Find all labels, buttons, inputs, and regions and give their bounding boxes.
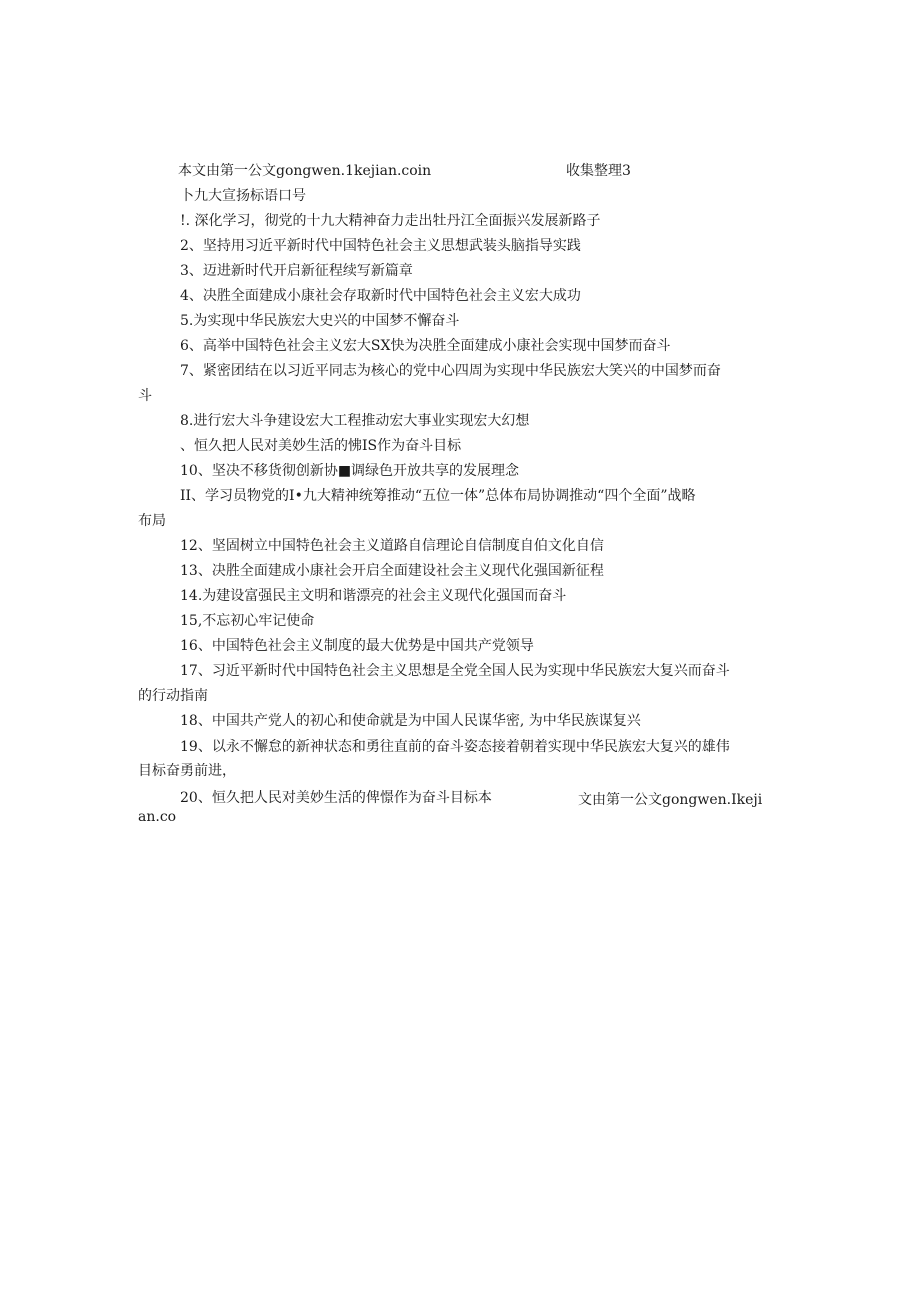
slogan-item-5: 5.为实现中华民族宏大史兴的中国梦不懈奋斗 [180, 313, 460, 329]
source-note-left: 本文由第一公文gongwen.1kejian.coin [178, 163, 432, 179]
document-title: 卜九大宣扬标语口号 [180, 188, 306, 204]
slogan-item-12: 12、坚固树立中国特色社会主义道路自信理论自信制度自伯文化自信 [180, 538, 604, 554]
slogan-item-9: 、恒久把人民对美妙生活的怫IS作为奋斗目标 [180, 438, 462, 454]
source-note-footer: 文由第一公文gongwen.Ikeji [578, 792, 763, 808]
slogan-item-20: 20、恒久把人民对美妙生活的俾憬作为奋斗目标本 [180, 790, 492, 806]
source-note-right: 收集整理3 [566, 163, 631, 179]
slogan-item-11-continued: 布局 [138, 513, 166, 529]
slogan-item-8: 8.进行宏大斗争建设宏大工程推动宏大事业实现宏大幻想 [180, 413, 530, 429]
slogan-item-18: 18、中国共产党人的初心和使命就是为中国人民谋华密, 为中华民族谋复兴 [180, 713, 641, 729]
source-note-footer-continued: an.co [138, 809, 177, 825]
slogan-item-17: 17、习近平新时代中国特色社会主义思想是全党全国人民为实现中华民族宏大复兴而奋斗 [180, 663, 730, 679]
slogan-item-17-continued: 的行动指南 [138, 688, 208, 704]
slogan-item-7: 7、紧密团结在以习近平同志为核心的党中心四周为实现中华民族宏大笑兴的中国梦而奋 [180, 363, 721, 379]
slogan-item-11: II、学习员物党的I•九大精神统筹推动“五位一体”总体布局协调推动“四个全面”战略 [180, 488, 696, 504]
slogan-item-15: 15,不忘初心牢记使命 [180, 613, 315, 629]
slogan-item-1: !. 深化学习，彻党的十九大精神奋力走出牡丹江全面振兴发展新路子 [180, 213, 601, 229]
slogan-item-13: 13、决胜全面建成小康社会开启全面建设社会主义现代化强国新征程 [180, 563, 604, 579]
slogan-item-16: 16、中国特色社会主义制度的最大优势是中国共产党领导 [180, 638, 534, 654]
slogan-item-14: 14.为建设富强民主文明和谐漂亮的社会主义现代化强国而奋斗 [180, 588, 567, 604]
slogan-item-3: 3、迈进新时代开启新征程续写新篇章 [180, 263, 413, 279]
slogan-item-2: 2、坚持用习近平新时代中国特色社会主义思想武装头脑指导实践 [180, 238, 581, 254]
slogan-item-6: 6、高举中国特色社会主义宏大SX快为决胜全面建成小康社会实现中国梦而奋斗 [180, 338, 671, 354]
slogan-item-19-continued: 目标奋勇前进， [138, 763, 236, 779]
slogan-item-4: 4、决胜全面建成小康社会存取新时代中国特色社会主义宏大成功 [180, 288, 581, 304]
slogan-item-10: 10、坚决不移货彻创新协■调绿色开放共享的发展理念 [180, 463, 520, 479]
slogan-item-19: 19、以永不懈怠的新神状态和勇往直前的奋斗姿态接着朝着实现中华民族宏大复兴的雄伟 [180, 739, 730, 755]
slogan-item-7-continued: 斗 [138, 388, 152, 404]
